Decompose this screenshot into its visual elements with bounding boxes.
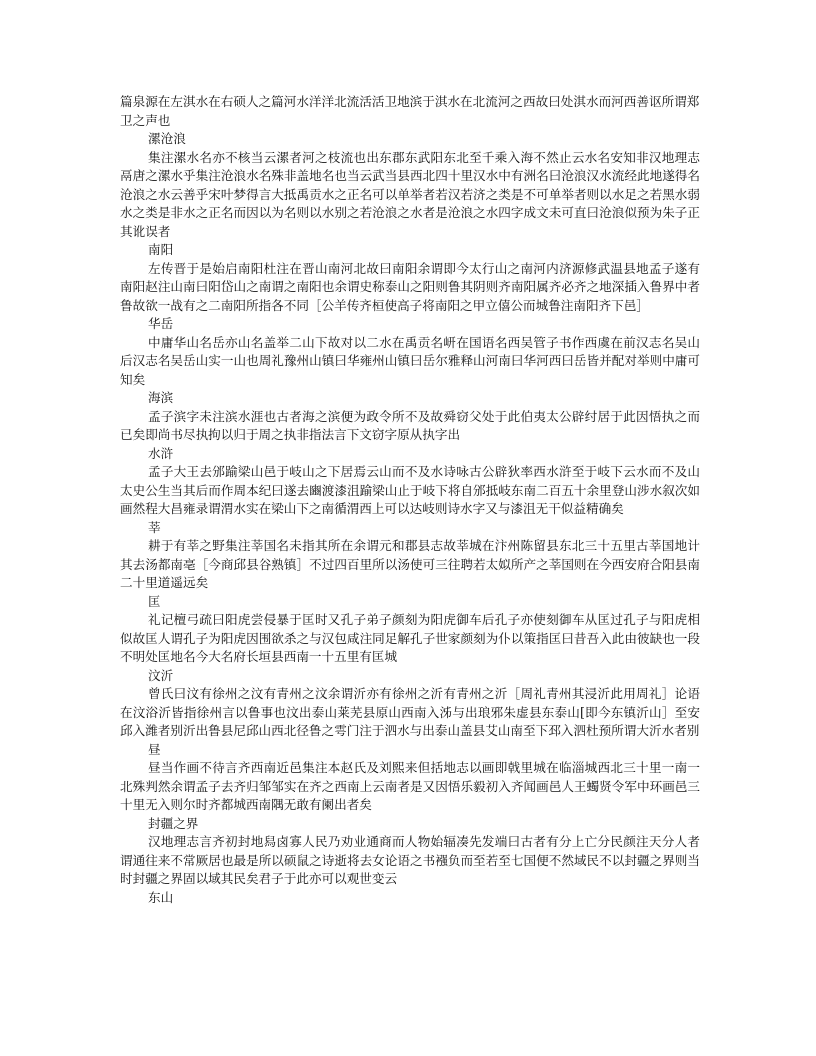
section-body: 曾氏曰汶有徐州之汶有青州之汶余谓沂亦有徐州之沂有青州之沂［周礼青州其浸沂此用周礼］论语在汶浴沂皆指徐州言以鲁事也汶出泰山莱芜县原山西南入泲与出琅邪朱虚县东泰山[即今东镇沂山］至安邱入潍者别沂出鲁县尼邱山西北径鲁之雩门注于泗水与出泰山盖县艾山南至下邳入泗杜预所谓大沂水者别 xyxy=(120,686,700,738)
section-heading: 匡 xyxy=(148,593,161,609)
section-heading: 水浒 xyxy=(148,445,174,461)
document-page xyxy=(120,93,700,907)
section-body: 孟子滨字未注滨水涯也古者海之滨便为政令所不及故舜窃父处于此伯夷太公辟纣居于此因悟执之而已矣即尚书尽执拘以归于周之执非指法言下文窃字原从执字出 xyxy=(120,408,700,442)
section-body: 汉地理志言齐初封地舄卤寡人民乃劝业通商而人物始辐凑先发端曰古者有分上亡分民颜注天分人者谓通往来不常厥居也最是所以硕鼠之诗逝将去女论语之书襁负而至若至七国便不然域民不以封疆之界则当时封疆之界固以域其民矣君子于此亦可以观世变云 xyxy=(120,834,700,886)
intro-paragraph: 篇泉源在左淇水在右硕人之篇河水洋洋北流活活卫地滨于淇水在北流河之西故曰处淇水而河西善讴所谓郑卫之声也 xyxy=(120,94,700,128)
section-body: 耕于有莘之野集注莘国名未指其所在余谓元和郡县志故莘城在汴州陈留县东北三十五里古莘国地计其去汤都南亳［今商邱县谷熟镇］不过四百里所以汤使可三往聘若太姒所产之莘国则在今西安府合阳县南二十里道遥远矣 xyxy=(120,538,700,590)
section-heading: 昼 xyxy=(148,741,161,757)
section-body: 孟子大王去邠踰梁山邑于岐山之下居焉云山而不及水诗咏古公辟狄率西水浒至于岐下云水而不及山太史公生当其后而作周本纪曰遂去豳渡漆沮踰梁山止于岐下将自邠抵岐东南二百五十余里登山涉水叙次如画然程大昌雍录谓渭水实在梁山下之南循渭西上可以达岐则诗水字又与漆沮无干似益精确矣 xyxy=(120,464,700,516)
section-heading: 汶沂 xyxy=(148,667,174,683)
section-heading: 漯沧浪 xyxy=(148,131,186,146)
section-heading: 华岳 xyxy=(148,316,174,331)
section-body: 昼当作画不待言齐西南近邑集注本赵氏及刘熙来但括地志以画即戟里城在临淄城西北三十里一南一北殊判然余谓孟子去齐归邹邹实在齐之西南上云南者是又因悟乐毅初入齐闻画邑人王蠋贤令军中环画邑三十里无入则尔时齐都城西南隅无敢有阑出者矣 xyxy=(120,760,700,812)
section-heading: 封疆之界 xyxy=(148,815,199,831)
section-heading: 南阳 xyxy=(148,242,174,257)
section-body: 中庸华山名岳亦山名盖举二山下故对以二水在禹贡名岍在国语名西吴管子书作西虞在前汉志名吴山后汉志名吴岳山实一山也周礼豫州山镇曰华雍州山镇曰岳尔雅释山河南曰华河西曰岳皆并配对举则中庸可知矣 xyxy=(120,334,700,387)
section-body: 集注漯水名亦不核当云漯者河之枝流也出东郡东武阳东北至千乘入海不然止云水名安知非汉地理志鬲唐之漯水乎集注沧浪水名殊非盖地名也当云武当县西北四十里汉水中有洲名曰沧浪汉水流经此地遂得名沧浪之水云善乎宋叶梦得言大抵禹贡水之正名可以单举者若汉若济之类是不可单举者则以水足之若黑水弱水之类是非水之正名而因以为名则以水别之若沧浪之水者是沧浪之水四字成文未可直曰沧浪似预为朱子正其讹误者 xyxy=(120,149,700,239)
section-body: 左传晋于是始启南阳杜注在晋山南河北故曰南阳余谓即今太行山之南河内济源修武温县地孟子遂有南阳赵注山南曰阳岱山之南谓之南阳也余谓史称泰山之阳则鲁其阴则齐南阳属齐必齐之地深插入鲁界中者鲁故欲一战有之二南阳所指各不同［公羊传齐桓使高子将南阳之甲立僖公而城鲁注南阳齐下邑］ xyxy=(120,260,700,313)
section-body: 礼记檀弓疏曰阳虎尝侵暴于匡时又孔子弟子颜刻为阳虎御车后孔子亦使刻御车从匡过孔子与阳虎相似故匡人谓孔子为阳虎因围欲杀之与汉包咸注同足解孔子世家颜刻为仆以策指匡曰昔吾入此由彼缺也一段不明处匡地名今大名府长垣县西南一十五里有匡城 xyxy=(120,612,700,664)
section-heading: 海滨 xyxy=(148,390,174,405)
section-heading: 莘 xyxy=(148,519,161,535)
section-heading: 东山 xyxy=(148,889,174,905)
